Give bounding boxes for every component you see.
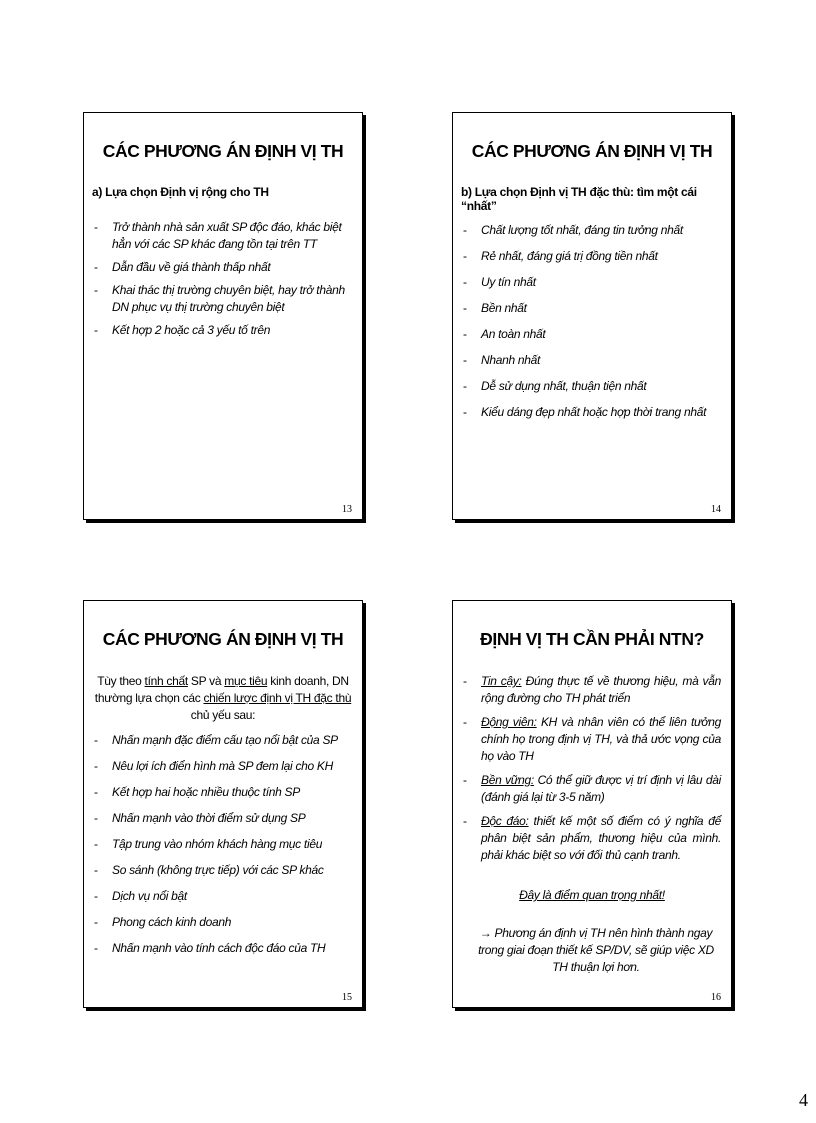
list-item: - Nhấn mạnh vào tính cách độc đáo của TH [92, 940, 352, 957]
bullet-list [461, 222, 721, 421]
slide-number: 15 [342, 992, 352, 1003]
list-item: - Tập trung vào nhóm khách hàng mục tiêu [92, 836, 352, 853]
slide-number: 16 [711, 992, 721, 1003]
list-item: - Tin cậy: Đúng thực tế về thương hiệu, mà vẫn rộng đường cho TH phát triển [461, 673, 721, 707]
list-item: - Kiểu dáng đẹp nhất hoặc hợp thời trang nhất [461, 404, 721, 421]
list-item: - Độc đáo: thiết kế một số điểm có ý nghĩa để phân biệt sản phẩm, thương hiệu của mình. phải khác biệt so với đối thủ cạnh tranh. [461, 813, 721, 864]
slide-14 [452, 112, 732, 520]
list-item: - Động viên: KH và nhân viên có thể liên tưởng chính họ trong định vị TH, và thả ước vọng của họ vào TH [461, 714, 721, 765]
list-item: - Dịch vụ nổi bật [92, 888, 352, 905]
list-item: - Dễ sử dụng nhất, thuận tiện nhất [461, 378, 721, 395]
slide-title: CÁC PHƯƠNG ÁN ĐỊNH VỊ TH [102, 629, 344, 649]
list-item: - Rẻ nhất, đáng giá trị đồng tiền nhất [461, 248, 721, 265]
bullet-list [92, 219, 352, 339]
slide-15 [83, 600, 363, 1008]
list-item: - Nhấn mạnh đặc điểm cấu tạo nổi bật của SP [92, 732, 352, 749]
list-item: - Bền vững: Có thể giữ được vị trí định vị lâu dài (đánh giá lại từ 3-5 năm) [461, 772, 721, 806]
slide-number: 14 [711, 504, 721, 515]
slide-16 [452, 600, 732, 1008]
bullet-list [92, 732, 352, 957]
list-item: - Nhanh nhất [461, 352, 721, 369]
slide-number: 13 [342, 504, 352, 515]
slide-subtitle: a) Lựa chọn Định vị rộng cho TH [92, 185, 269, 199]
list-item: - An toàn nhất [461, 326, 721, 343]
list-item: - Phong cách kinh doanh [92, 914, 352, 931]
list-item: - Uy tín nhất [461, 274, 721, 291]
list-item: - Nêu lợi ích điển hình mà SP đem lại cho KH [92, 758, 352, 775]
slide-title: ĐỊNH VỊ TH CẦN PHẢI NTN? [480, 629, 704, 649]
bullet-list [461, 673, 721, 871]
list-item: - Nhấn mạnh vào thời điểm sử dụng SP [92, 810, 352, 827]
emphasis-note: Đây là điểm quan trọng nhất! [519, 888, 665, 902]
list-item: - Kết hợp hai hoặc nhiều thuộc tính SP [92, 784, 352, 801]
list-item: - Bền nhất [461, 300, 721, 317]
slide-intro: Tùy theo tính chất SP và mục tiêu kinh doanh, DN thường lựa chọn các chiến lược định vị TH đặc thù chủ yếu sau: [94, 674, 352, 722]
slide-title: CÁC PHƯƠNG ÁN ĐỊNH VỊ TH [471, 141, 713, 161]
slide-title: CÁC PHƯƠNG ÁN ĐỊNH VỊ TH [102, 141, 344, 161]
slide-13 [83, 112, 363, 520]
slide-subtitle: b) Lựa chọn Định vị TH đặc thù: tìm một cái “nhất” [461, 185, 697, 213]
list-item: - Khai thác thị trường chuyên biệt, hay trở thành DN phục vụ thị trường chuyên biệt [92, 282, 352, 316]
page-number: 4 [799, 1090, 808, 1110]
list-item: - Kết hợp 2 hoặc cả 3 yếu tố trên [92, 322, 352, 339]
conclusion-note: → Phương án định vị TH nên hình thành ngay trong giai đoạn thiết kế SP/DV, sẽ giúp việc XD TH thuận lợi hơn. [478, 926, 714, 974]
list-item: - Dẫn đầu về giá thành thấp nhất [92, 259, 352, 276]
list-item: - Trở thành nhà sản xuất SP độc đáo, khác biệt hẳn với các SP khác đang tồn tại trên TT [92, 219, 352, 253]
list-item: - So sánh (không trực tiếp) với các SP khác [92, 862, 352, 879]
list-item: - Chất lượng tốt nhất, đáng tin tưởng nhất [461, 222, 721, 239]
